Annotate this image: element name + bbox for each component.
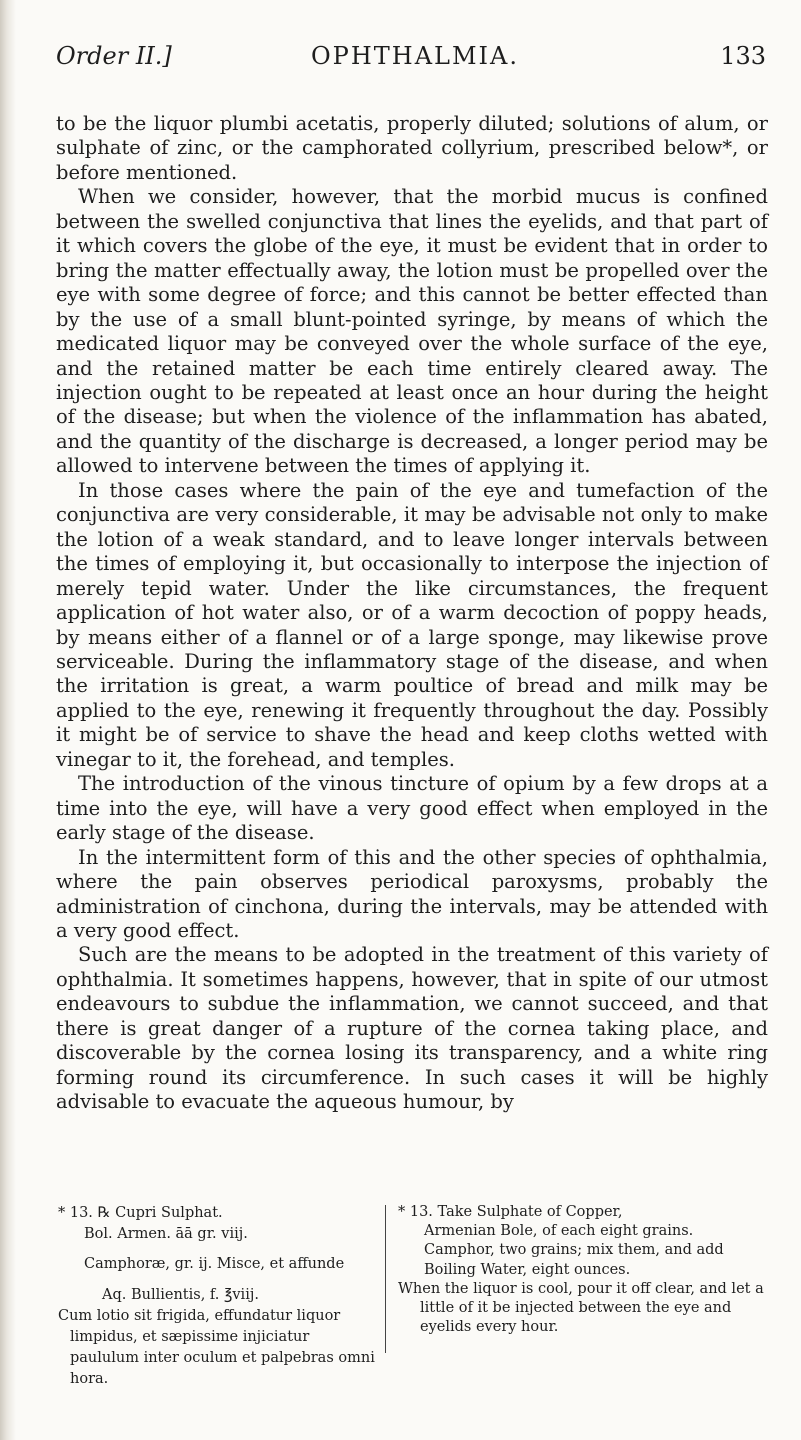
english-line-4: Boiling Water, eight ounces. <box>424 1261 631 1278</box>
paragraph-6: Such are the means to be adopted in the treatment of this variety of ophthalmia. It sometimes happens, however, that in spite of our utmost endeavours to subdue the inflammation, we cannot succeed, and that there is great danger of a rupture of the cornea taking place, and discoverable by the cornea losing its transparency, and a white ring forming round its circumference. In such cases it will be highly advisable to evacuate the aqueous humour, by <box>56 943 768 1114</box>
latin-line-4: Aq. Bullientis, f. ℥viij. <box>102 1286 259 1303</box>
body-text <box>56 112 768 1115</box>
paragraph-5: In the intermittent form of this and the other species of ophthalmia, where the pain observes periodical paroxysms, probably the administration of cinchona, during the intervals, may be attended with a very good effect. <box>56 845 768 942</box>
latin-line-5: Cum lotio sit frigida, effundatur liquor limpidus, et sæpissime injiciatur paululum inter oculum et palpebras omni hora. <box>58 1307 375 1388</box>
page-header <box>56 42 766 82</box>
english-line-1: * 13. Take Sulphate of Copper, <box>398 1204 623 1220</box>
footnote-english-prescription <box>398 1203 768 1337</box>
latin-line-3: Camphoræ, gr. ij. Misce, et affunde <box>84 1256 345 1273</box>
paragraph-2: When we consider, however, that the morbid mucus is confined between the swelled conjunctiva that lines the eyelids, and that part of it which covers the globe of the eye, it must be evident that in order to bring the matter effectually away, the lotion must be propelled over the eye with some degree of force; and this cannot be better effected than by the use of a small blunt-pointed syringe, by means of which the medicated liquor may be conveyed over the whole surface of the eye, and the retained matter be each time entirely cleared away. The injection ought to be repeated at least once an hour during the height of the disease; but when the violence of the inflammation has abated, and the quantity of the discharge is decreased, a longer period may be allowed to intervene between the times of applying it. <box>56 185 768 478</box>
english-line-5: When the liquor is cool, pour it off clear, and let a little of it be injected between the eye and eyelids every hour. <box>398 1280 764 1336</box>
latin-line-1: * 13. ℞ Cupri Sulphat. <box>58 1205 223 1221</box>
running-title: OPHTHALMIA. <box>311 42 519 70</box>
paragraph-4: The introduction of the vinous tincture of opium by a few drops at a time into the eye, will have a very good effect when employed in the early stage of the disease. <box>56 772 768 845</box>
footnote-divider <box>385 1205 386 1353</box>
paragraph-3: In those cases where the pain of the eye and tumefaction of the conjunctiva are very considerable, it may be advisable not only to make the lotion of a weak standard, and to leave longer intervals between the times of employing it, but occasionally to interpose the injection of merely tepid water. Under the like circumstances, the frequent application of hot water also, or of a warm decoction of poppy heads, by means either of a flannel or of a large sponge, may likewise prove serviceable. During the inflammatory stage of the disease, and when the irritation is great, a warm poultice of bread and milk may be applied to the eye, renewing it frequently throughout the day. Possibly it might be of service to shave the head and keep cloths wetted with vinegar to it, the forehead, and temples. <box>56 478 768 771</box>
running-head: Order II.] <box>56 42 172 70</box>
latin-line-2: Bol. Armen. āā gr. viij. <box>84 1226 248 1243</box>
english-line-2: Armenian Bole, of each eight grains. <box>424 1223 694 1240</box>
paragraph-1: to be the liquor plumbi acetatis, properly diluted; solutions of alum, or sulphate of zinc, or the camphorated collyrium, prescribed below*, or before mentioned. <box>56 112 768 184</box>
footnote-latin-prescription <box>58 1203 376 1391</box>
page-gutter-shadow <box>0 0 16 1440</box>
footnotes <box>58 1203 768 1388</box>
english-line-3: Camphor, two grains; mix them, and add <box>424 1242 724 1259</box>
page-number: 133 <box>720 42 766 70</box>
